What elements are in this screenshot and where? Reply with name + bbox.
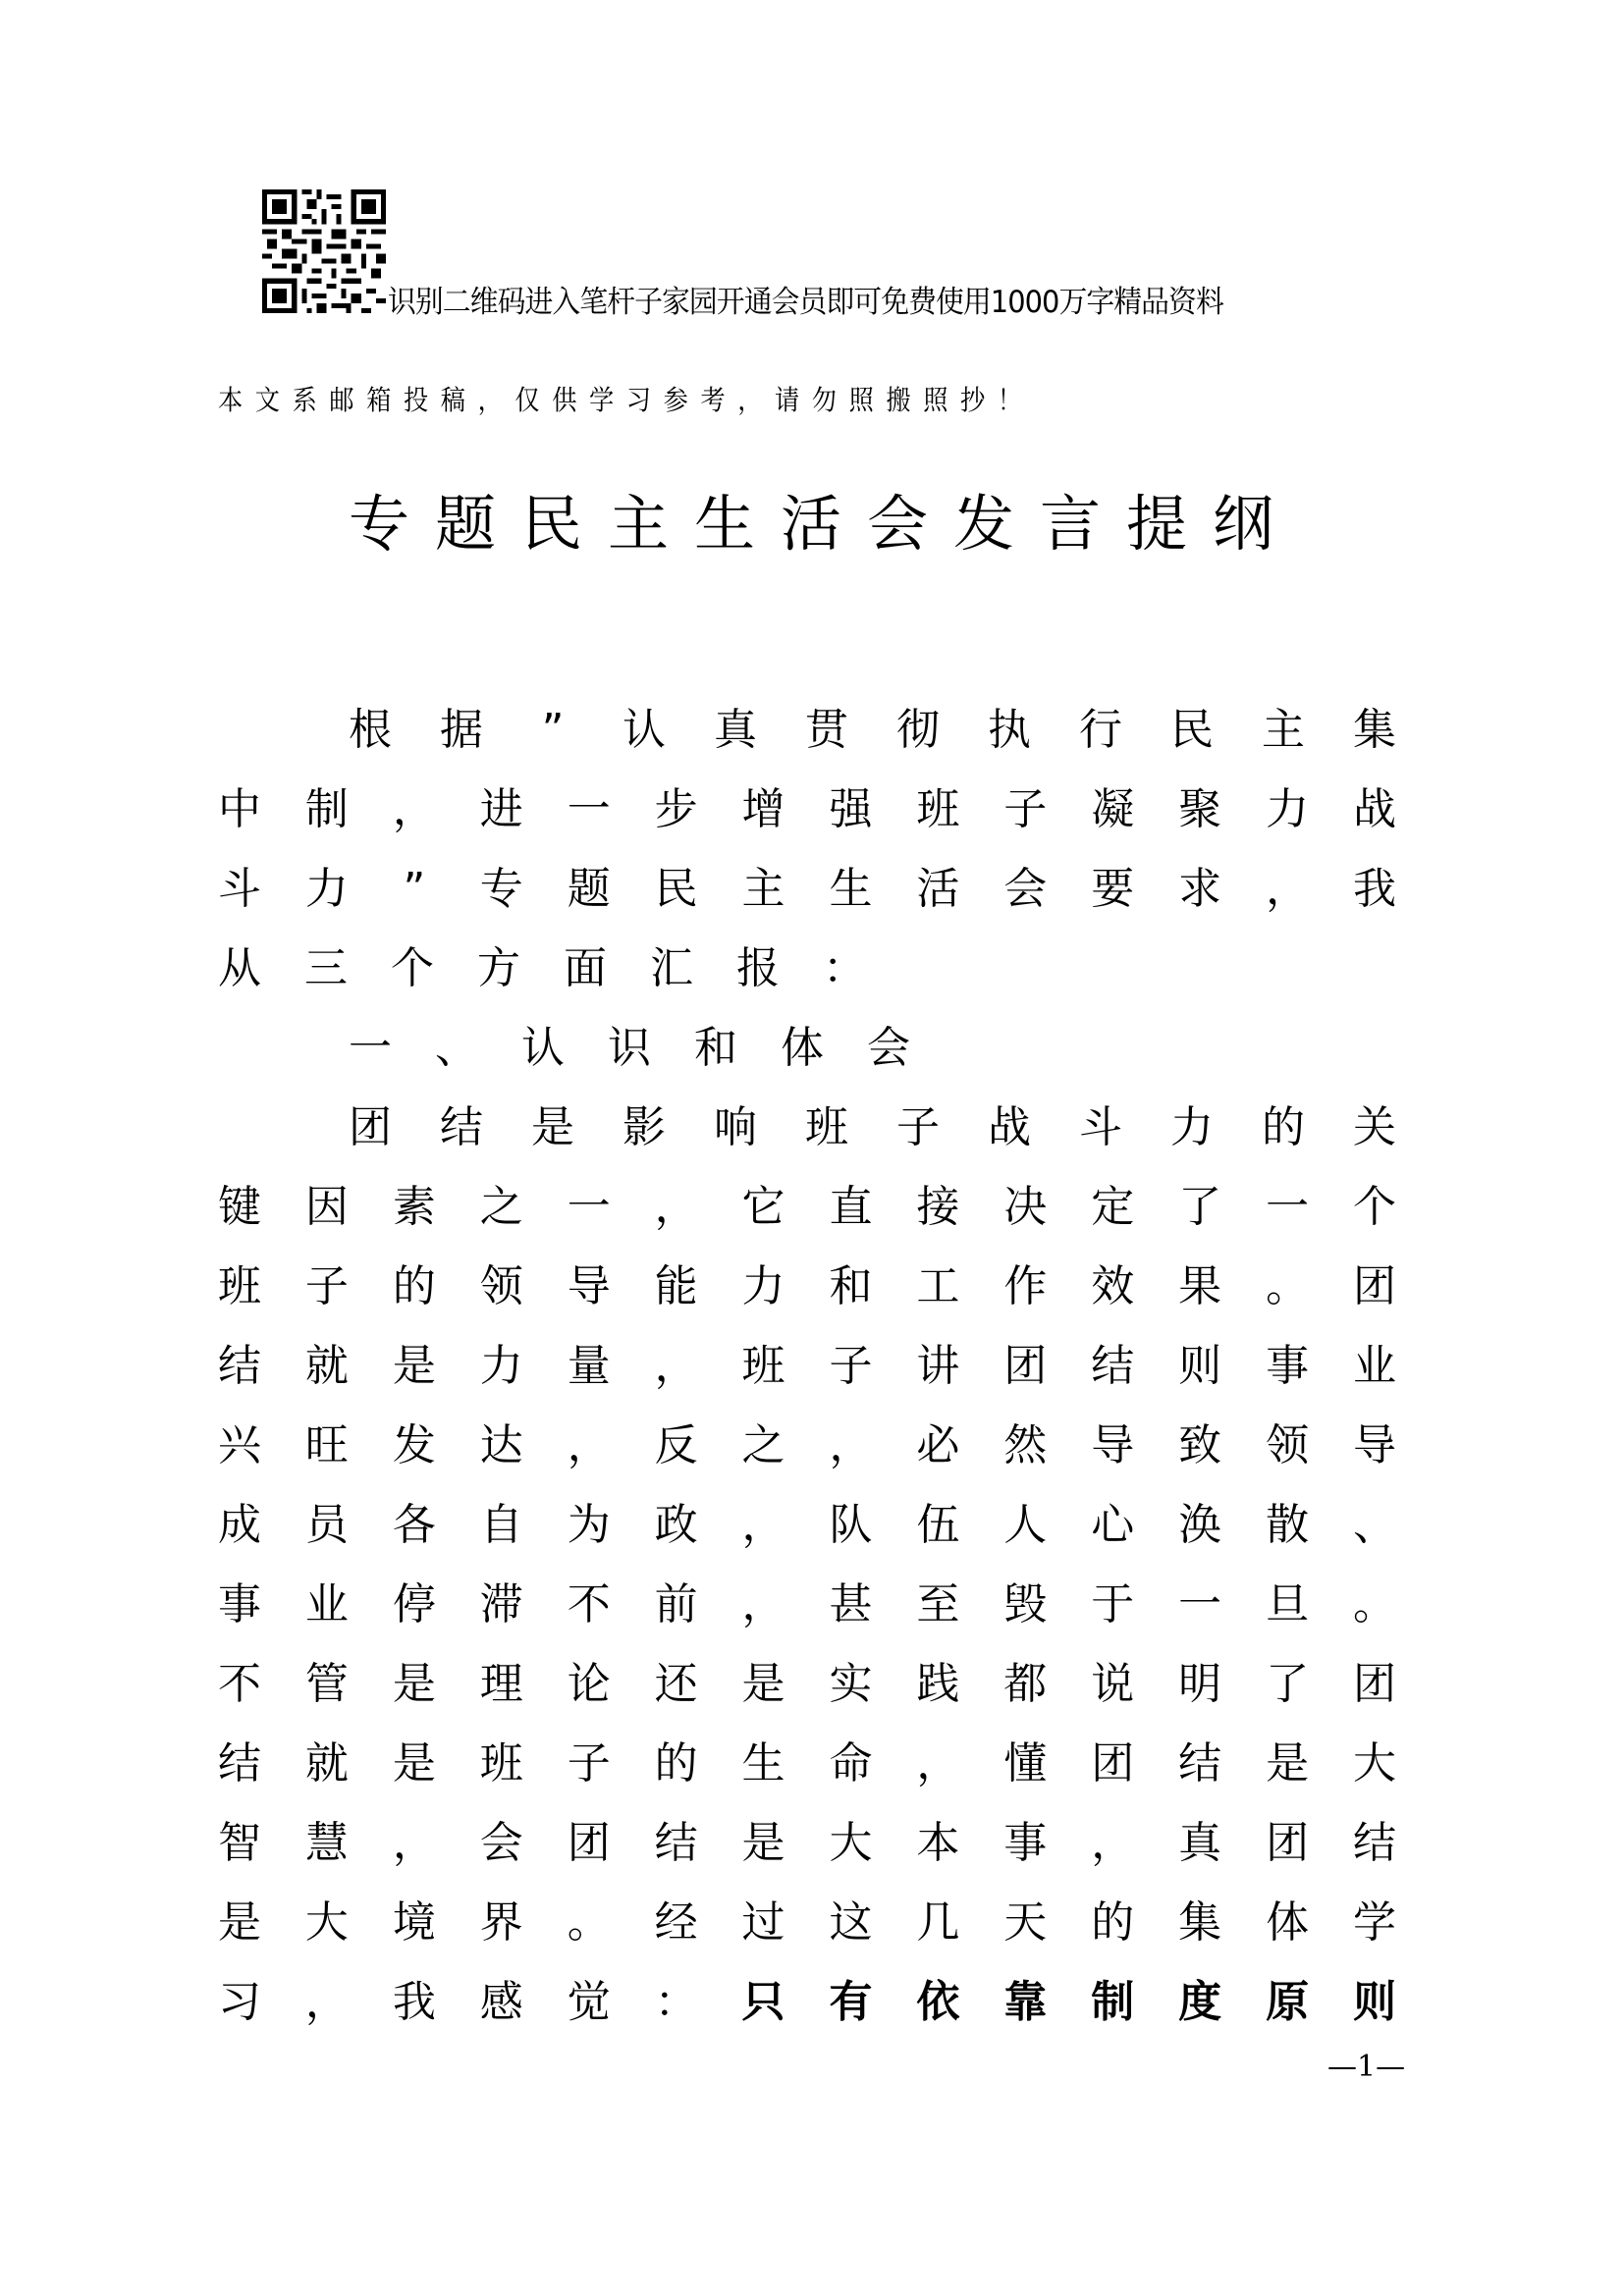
paragraph-line: 结 就 是 力 量 ， 班 子 讲 团 结 则 事 业 [218,1341,1396,1391]
paragraph-line: 事 业 停 滞 不 前 ， 甚 至 毁 于 一 旦 。 [218,1579,1396,1629]
copyright-notice: 本文系邮箱投稿，仅供学习参考，请勿照搬照抄！ [218,384,1035,416]
paragraph-line: 成 员 各 自 为 政 ， 队 伍 人 心 涣 散 、 [218,1500,1396,1550]
paragraph-line: 是 大 境 界 。 经 过 这 几 天 的 集 体 学 [218,1897,1396,1948]
paragraph-line: 不 管 是 理 论 还 是 实 践 都 说 明 了 团 [218,1659,1396,1709]
document-body [218,690,1396,2042]
paragraph-line: 斗 力 ” 专 题 民 主 生 活 会 要 求 ， 我 [218,864,1396,914]
paragraph-line: 班 子 的 领 导 能 力 和 工 作 效 果 。 团 [218,1261,1396,1311]
qr-code-icon[interactable] [262,189,386,313]
paragraph-line: 中 制 ， 进 一 步 增 强 班 子 凝 聚 力 战 [218,784,1396,834]
document-title: 专题民主生活会发言提纲 [349,488,1300,560]
paragraph-line: 团 结 是 影 响 班 子 战 斗 力 的 关 [349,1102,1396,1152]
qr-code-graphic [262,189,386,313]
paragraph-line: 键 因 素 之 一 ， 它 直 接 决 定 了 一 个 [218,1182,1396,1232]
promo-text: 识别二维码进入笔杆子家园开通会员即可免费使用1000万字精品资料 [388,285,1223,320]
paragraph-line: 智 慧 ， 会 团 结 是 大 本 事 ， 真 团 结 [218,1818,1396,1868]
paragraph-line: 习 ， 我 感 觉 ： 只 有 依 靠 制 度 原 则 [218,1977,1396,2027]
page-number: —1— [1327,2050,1406,2084]
paragraph-line: 一 、 认 识 和 体 会 [349,1023,910,1073]
paragraph-line: 结 就 是 班 子 的 生 命 ， 懂 团 结 是 大 [218,1738,1396,1789]
paragraph-line: 从 三 个 方 面 汇 报 ： [218,943,866,993]
paragraph-line: 兴 旺 发 达 ， 反 之 ， 必 然 导 致 领 导 [218,1420,1396,1470]
paragraph-line: 根 据 ” 认 真 贯 彻 执 行 民 主 集 [349,705,1396,755]
